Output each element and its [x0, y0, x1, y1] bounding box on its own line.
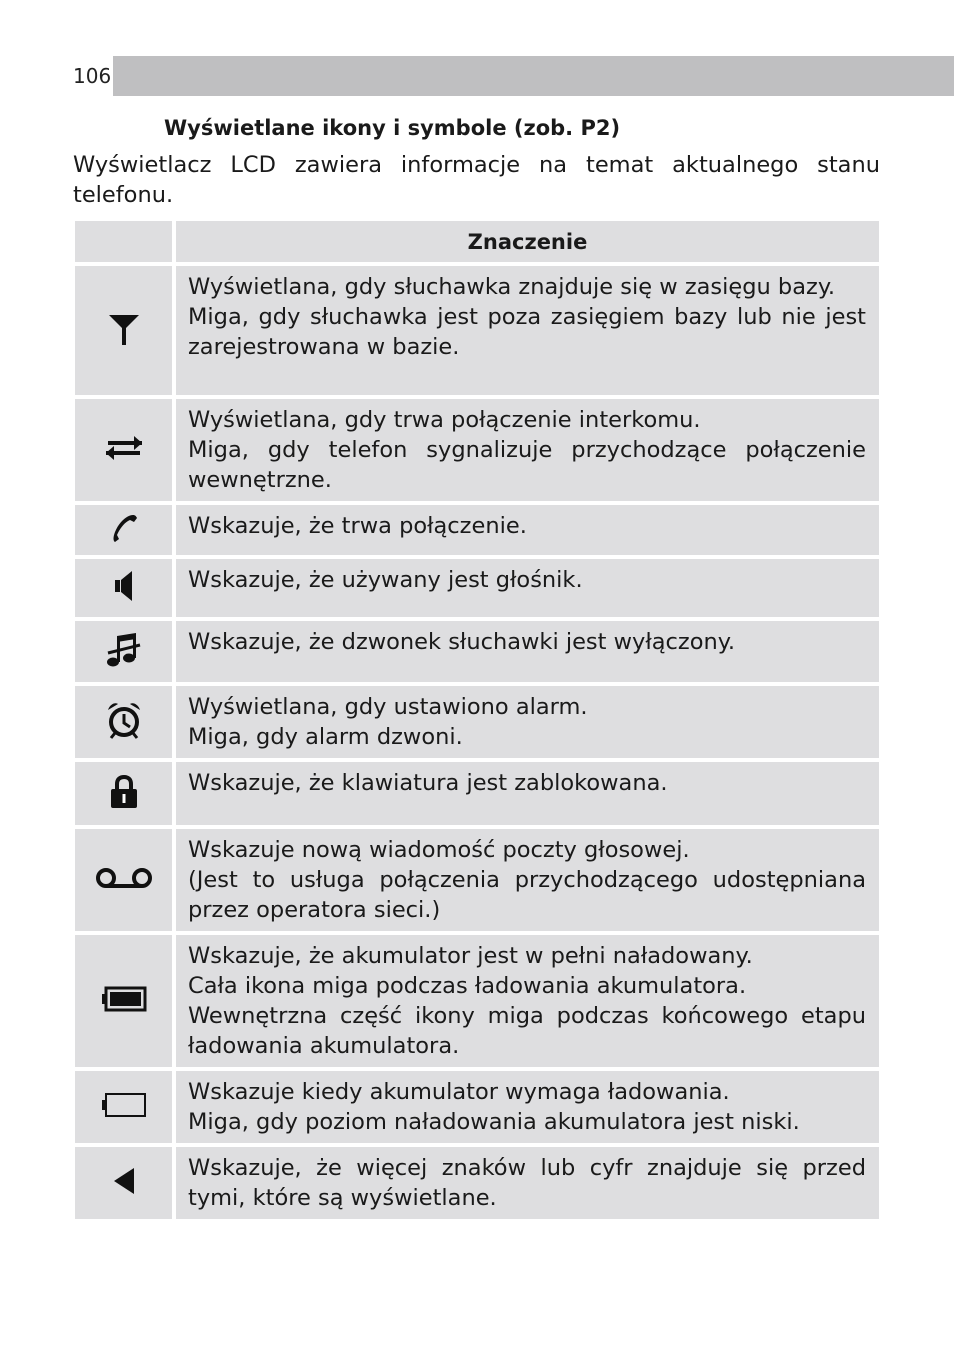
intercom-arrows-icon: [104, 435, 144, 461]
meaning-line: (Jest to usługa połączenia przychodzącego udostępniana przez operatora sieci.): [188, 867, 866, 923]
header-icon-cell: [75, 221, 176, 266]
table-row: [75, 266, 879, 399]
icon-cell: [75, 266, 176, 399]
meaning-cell: [176, 266, 879, 399]
table-row: [75, 829, 879, 935]
meaning-cell: [176, 1147, 879, 1223]
header-meaning-cell: Znaczenie: [176, 221, 879, 266]
meaning-cell: [176, 399, 879, 505]
page-header-bar: [73, 56, 954, 96]
battery-empty-icon: [101, 1092, 147, 1118]
icon-table: [75, 221, 879, 1223]
icon-cell: [75, 1147, 176, 1223]
battery-full-icon: [101, 986, 147, 1012]
icon-cell: [75, 621, 176, 686]
meaning-line: Wskazuje nową wiadomość poczty głosowej.: [188, 837, 690, 863]
icon-cell: [75, 762, 176, 829]
meaning-line: Wskazuje kiedy akumulator wymaga ładowania.: [188, 1079, 730, 1105]
table-row: [75, 1071, 879, 1147]
meaning-cell: [176, 935, 879, 1071]
antenna-signal-icon: [107, 311, 141, 347]
icon-cell: [75, 829, 176, 935]
voicemail-icon: [94, 866, 154, 890]
table-row: [75, 762, 879, 829]
table-row: [75, 559, 879, 621]
meaning-line: Wskazuje, że używany jest głośnik.: [188, 567, 583, 593]
icon-cell: [75, 559, 176, 621]
table-row: [75, 505, 879, 559]
meaning-line: Wskazuje, że klawiatura jest zablokowana.: [188, 770, 668, 796]
meaning-cell: [176, 621, 879, 686]
meaning-line: Wewnętrzna część ikony miga podczas końcowego etapu ładowania akumulatora.: [188, 1003, 866, 1059]
meaning-cell: [176, 762, 879, 829]
icon-cell: [75, 505, 176, 559]
meaning-line: Miga, gdy alarm dzwoni.: [188, 724, 463, 750]
icon-cell: [75, 935, 176, 1071]
table-row: [75, 621, 879, 686]
icon-cell: [75, 399, 176, 505]
meaning-cell: [176, 686, 879, 762]
meaning-line: Miga, gdy słuchawka jest poza zasięgiem bazy lub nie jest zarejestrowana w bazie.: [188, 304, 866, 360]
meaning-line: Wskazuje, że trwa połączenie.: [188, 513, 527, 539]
ringer-off-icon: [105, 632, 143, 668]
section-heading: Wyświetlane ikony i symbole (zob. P2): [164, 116, 621, 140]
table-row: [75, 686, 879, 762]
keypad-lock-icon: [108, 774, 140, 810]
meaning-line: Wskazuje, że więcej znaków lub cyfr znajduje się przed tymi, które są wyświetlane.: [188, 1155, 866, 1211]
meaning-line: Cała ikona miga podczas ładowania akumulatora.: [188, 973, 747, 999]
meaning-line: Wyświetlana, gdy słuchawka znajduje się w zasięgu bazy.: [188, 274, 836, 300]
meaning-cell: [176, 1071, 879, 1147]
meaning-line: Miga, gdy poziom naładowania akumulatora jest niski.: [188, 1109, 800, 1135]
left-arrow-icon: [110, 1166, 138, 1196]
meaning-line: Wyświetlana, gdy trwa połączenie interkomu.: [188, 407, 701, 433]
meaning-line: Wskazuje, że akumulator jest w pełni naładowany.: [188, 943, 753, 969]
meaning-cell: [176, 829, 879, 935]
icon-cell: [75, 686, 176, 762]
table-row: [75, 399, 879, 505]
table-row: [75, 1147, 879, 1223]
meaning-line: Miga, gdy telefon sygnalizuje przychodzące połączenie wewnętrzne.: [188, 437, 866, 493]
meaning-cell: [176, 505, 879, 559]
phone-handset-icon: [109, 512, 139, 544]
speaker-icon: [112, 569, 136, 603]
meaning-line: Wskazuje, że dzwonek słuchawki jest wyłączony.: [188, 629, 735, 655]
table-row: [75, 935, 879, 1071]
icon-cell: [75, 1071, 176, 1147]
alarm-clock-icon: [104, 700, 144, 740]
meaning-line: Wyświetlana, gdy ustawiono alarm.: [188, 694, 588, 720]
page-number: 106: [73, 56, 113, 96]
meaning-cell: [176, 559, 879, 621]
intro-paragraph: Wyświetlacz LCD zawiera informacje na temat aktualnego stanu telefonu.: [73, 152, 880, 208]
table-header-row: [75, 221, 879, 266]
